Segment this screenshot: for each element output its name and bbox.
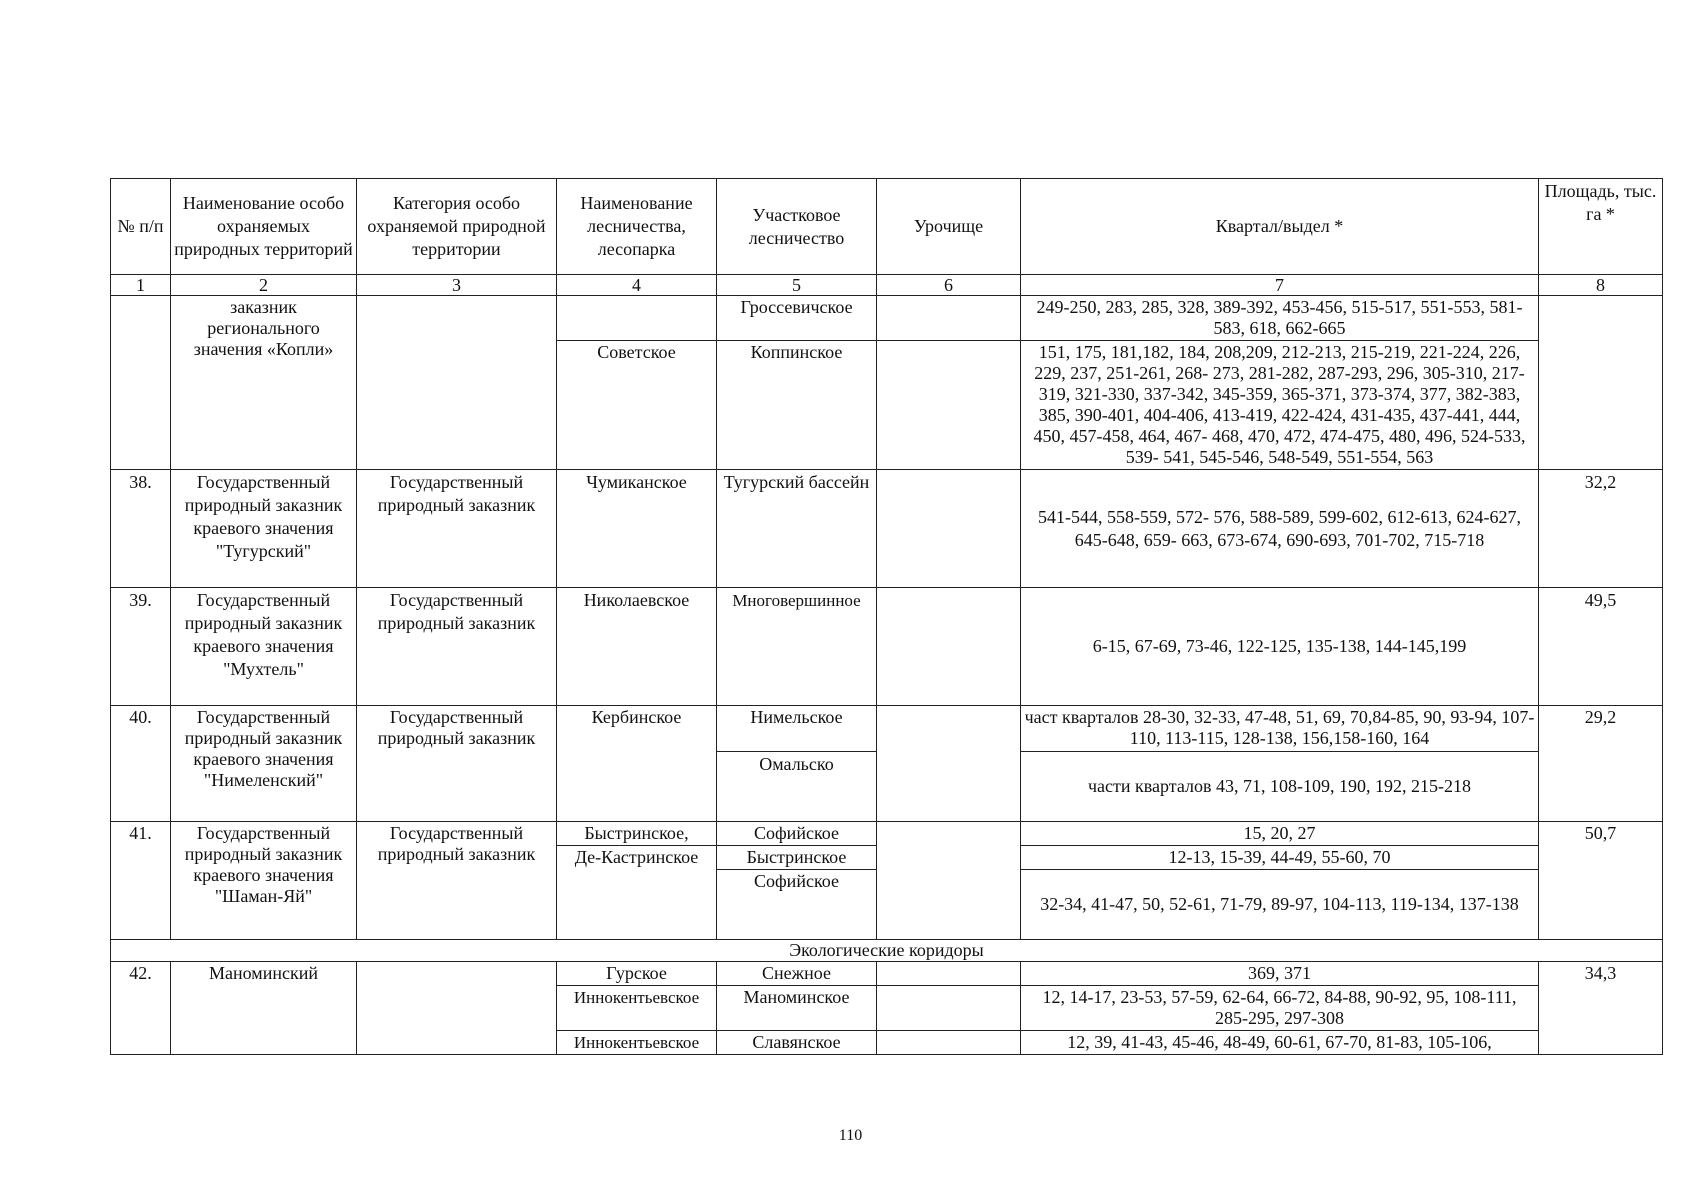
quarters: 541-544, 558-559, 572- 576, 588-589, 599-602, 612-613, 624-627, 645-648, 659- 663, 673-674, 690-693, 701-702, 715-718: [1021, 470, 1539, 588]
area-category: Государственный природный заказник: [357, 706, 557, 822]
section-title: Экологические коридоры: [111, 940, 1663, 962]
area-value: 32,2: [1539, 470, 1663, 588]
forestry-name: Николаевское: [557, 588, 717, 706]
area-category: Государственный природный заказник: [357, 588, 557, 706]
district-name: Снежное: [717, 962, 877, 986]
table-row: [111, 706, 1663, 752]
forestry-name: Де-Кастринское: [557, 846, 717, 940]
header-tract: Урочище: [877, 179, 1021, 275]
district-name: Омальско: [717, 752, 877, 822]
tract-name: [877, 1031, 1021, 1055]
row-num: 40.: [111, 706, 171, 822]
area-name: Государственный природный заказник краевого значения "Нимеленский": [171, 706, 357, 822]
area-name: заказник регионального значения «Копли»: [171, 296, 357, 470]
forestry-name: Иннокентьевское: [557, 986, 717, 1031]
page-number: 110: [838, 1127, 863, 1144]
tract-name: [877, 706, 1021, 822]
area-value: 49,5: [1539, 588, 1663, 706]
district-name: Быстринское: [717, 846, 877, 870]
area-category: Государственный природный заказник: [357, 470, 557, 588]
protected-areas-table: [110, 178, 1663, 1055]
col-number: 1: [111, 275, 171, 296]
tract-name: [877, 588, 1021, 706]
quarters: 15, 20, 27: [1021, 822, 1539, 846]
area-name: Государственный природный заказник краевого значения "Тугурский": [171, 470, 357, 588]
col-number: 5: [717, 275, 877, 296]
district-name: Маноминское: [717, 986, 877, 1031]
header-num: № п/п: [111, 179, 171, 275]
col-number: 2: [171, 275, 357, 296]
quarters: 6-15, 67-69, 73-46, 122-125, 135-138, 144-145,199: [1021, 588, 1539, 706]
table-row: [111, 588, 1663, 706]
table-row: [111, 296, 1663, 341]
row-num: 38.: [111, 470, 171, 588]
forestry-name: Гурское: [557, 962, 717, 986]
area-value: [1539, 296, 1663, 470]
table-row: [111, 962, 1663, 986]
tract-name: [877, 341, 1021, 470]
district-name: Софийское: [717, 870, 877, 940]
header-forestry: Наименование лесничества, лесопарка: [557, 179, 717, 275]
quarters: част кварталов 28-30, 32-33, 47-48, 51, 69, 70,84-85, 90, 93-94, 107-110, 113-115, 128-138, 156,158-160, 164: [1021, 706, 1539, 752]
col-number: 8: [1539, 275, 1663, 296]
tract-name: [877, 962, 1021, 986]
area-name: Государственный природный заказник краевого значения "Шаман-Яй": [171, 822, 357, 940]
area-name: Маноминский: [171, 962, 357, 1055]
col-number: 6: [877, 275, 1021, 296]
quarters: 32-34, 41-47, 50, 52-61, 71-79, 89-97, 104-113, 119-134, 137-138: [1021, 870, 1539, 940]
forestry-name: Быстринское,: [557, 822, 717, 846]
quarters: 12, 39, 41-43, 45-46, 48-49, 60-61, 67-70, 81-83, 105-106,: [1021, 1031, 1539, 1055]
forestry-name: Чумиканское: [557, 470, 717, 588]
col-number: 4: [557, 275, 717, 296]
document-sheet: [110, 178, 1662, 1055]
district-name: Гроссевичское: [717, 296, 877, 341]
col-number: 7: [1021, 275, 1539, 296]
col-number: 3: [357, 275, 557, 296]
area-category: Государственный природный заказник: [357, 822, 557, 940]
row-num: [111, 296, 171, 470]
row-num: 42.: [111, 962, 171, 1055]
header-quarters: Квартал/выдел *: [1021, 179, 1539, 275]
header-row: [111, 179, 1663, 275]
tract-name: [877, 986, 1021, 1031]
header-area: Площадь, тыс. га *: [1539, 179, 1663, 275]
area-value: 29,2: [1539, 706, 1663, 822]
district-name: Софийское: [717, 822, 877, 846]
area-name: Государственный природный заказник краевого значения "Мухтель": [171, 588, 357, 706]
area-value: 50,7: [1539, 822, 1663, 940]
district-name: Тугурский бассейн: [717, 470, 877, 588]
area-value: 34,3: [1539, 962, 1663, 1055]
district-name: Коппинское: [717, 341, 877, 470]
area-category: [357, 962, 557, 1055]
district-name: Славянское: [717, 1031, 877, 1055]
quarters: 12-13, 15-39, 44-49, 55-60, 70: [1021, 846, 1539, 870]
quarters: 12, 14-17, 23-53, 57-59, 62-64, 66-72, 84-88, 90-92, 95, 108-111, 285-295, 297-308: [1021, 986, 1539, 1031]
forestry-name: Кербинское: [557, 706, 717, 822]
forestry-name: [557, 296, 717, 341]
header-category: Категория особо охраняемой природной территории: [357, 179, 557, 275]
header-district: Участковое лесничество: [717, 179, 877, 275]
district-name: Нимельское: [717, 706, 877, 752]
table-row: [111, 470, 1663, 588]
tract-name: [877, 822, 1021, 940]
district-name: Многовершинное: [717, 588, 877, 706]
column-number-row: [111, 275, 1663, 296]
quarters: 369, 371: [1021, 962, 1539, 986]
forestry-name: Иннокентьевское: [557, 1031, 717, 1055]
header-name: Наименование особо охраняемых природных территорий: [171, 179, 357, 275]
forestry-name: Советское: [557, 341, 717, 470]
section-row: [111, 940, 1663, 962]
quarters: части кварталов 43, 71, 108-109, 190, 192, 215-218: [1021, 752, 1539, 822]
row-num: 41.: [111, 822, 171, 940]
row-num: 39.: [111, 588, 171, 706]
tract-name: [877, 470, 1021, 588]
quarters: 249-250, 283, 285, 328, 389-392, 453-456, 515-517, 551-553, 581-583, 618, 662-665: [1021, 296, 1539, 341]
table-row: [111, 822, 1663, 846]
area-category: [357, 296, 557, 470]
tract-name: [877, 296, 1021, 341]
quarters: 151, 175, 181,182, 184, 208,209, 212-213, 215-219, 221-224, 226, 229, 237, 251-261, 268- 273, 281-282, 287-293, 296, 305-310, 217-319, 321-330, 337-342, 345-359, 365-371, 373-374, 377, 382-383, 385, 390-401, 404-406, 413-419, 422-424, 431-435, 437-441, 444, 450, 457-458, 464, 467- 468, 470, 472, 474-475, 480, 496, 524-533, 539- 541, 545-546, 548-549, 551-554, 563: [1021, 341, 1539, 470]
